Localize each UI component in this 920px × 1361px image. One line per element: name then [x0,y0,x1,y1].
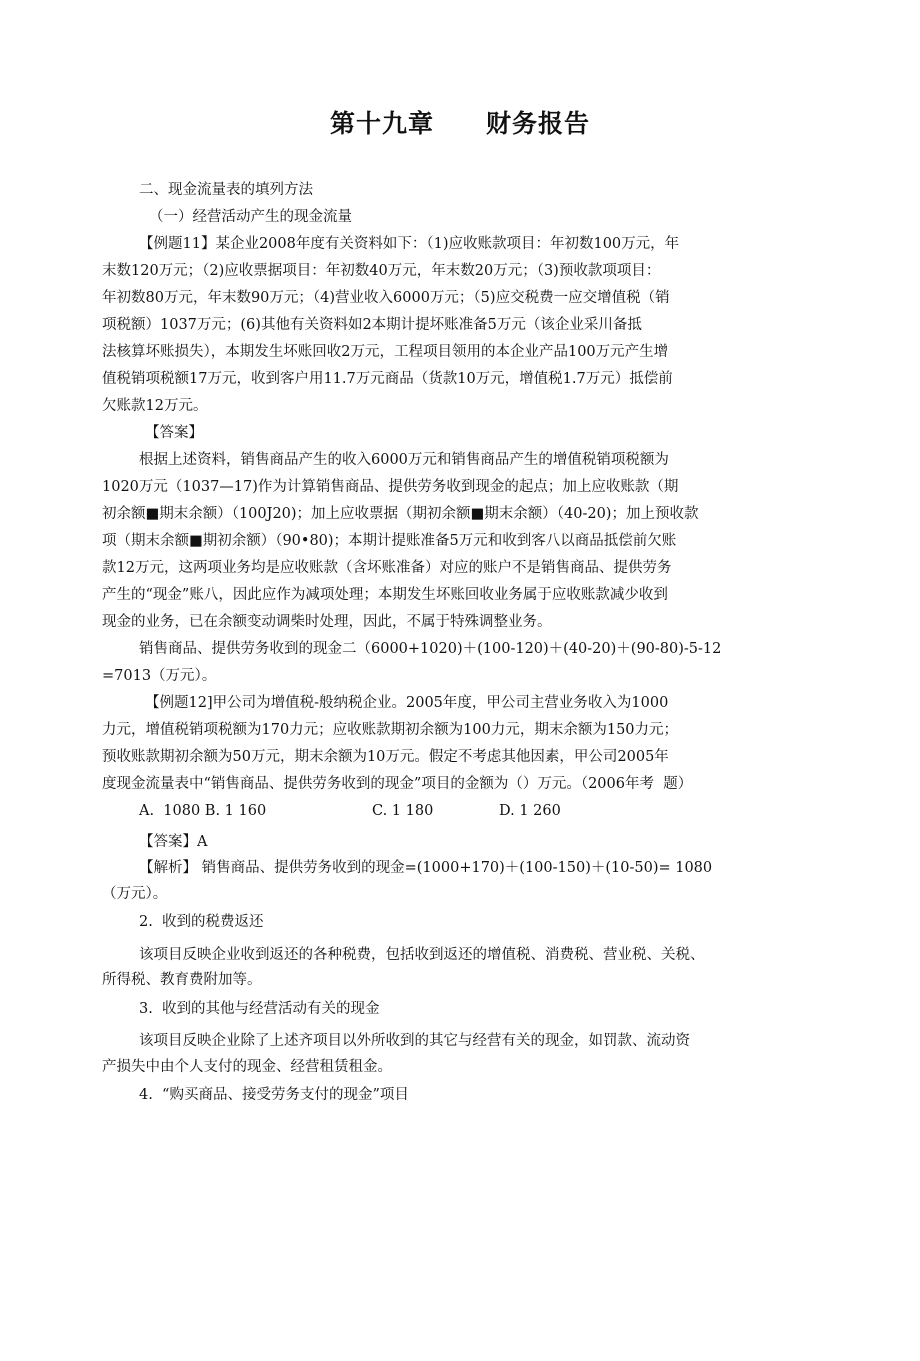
chapter-title: 第十九章 财务报告 [329,109,590,138]
item-3-heading: 3. 收到的其他与经营活动有关的现金 [139,1001,380,1017]
answer-text-line: 根据上述资料，销售商品产生的收入6000万元和销售商品产生的增值税销项税额为 [139,452,669,468]
example-11-line: 末数120万元；（2)应收票据项目：年初数40万元，年末数20万元；（3)预收款项项目： [102,263,661,279]
example-12-line: 度现金流量表中“销售商品、提供劳务收到的现金”项目的金额为（）万元。（2006年考 题） [102,776,693,792]
example-11-line: 法核算坏账损失），本期发生坏账回收2万元，工程项目领用的本企业产品100万元产生增 [102,344,669,360]
answer-text-line: 产生的“现金”账八，因此应作为减项处理；本期发生坏账回收业务属于应收账款减少收到 [102,587,668,603]
answer-text-line: 现金的业务，已在余额变动调柴时处理，因此，不属于特殊调整业务。 [102,614,552,630]
item-3-text-line: 产损失中由个人支付的现金、经营租赁租金。 [102,1059,392,1075]
example-12-line: 力元，增值税销项税额为170力元；应收账款期初余额为100力元，期末余额为150力元； [102,722,679,738]
formula-line: 销售商品、提供劳务收到的现金二（6000+1020)＋(100-120)＋(40-20)＋(90-80)-5-12 [139,641,722,657]
formula-line: =7013（万元）。 [102,668,217,684]
item-2-heading: 2. 收到的税费返还 [139,914,264,930]
analysis-line: 【解析】 销售商品、提供劳务收到的现金=(1000+170)＋(100-150)＋(10-50)= 1080 [139,860,713,876]
analysis-line: （万元）。 [102,886,168,902]
option-a-b: A. 1080 B. 1 160 [139,803,267,819]
answer-12-label: 【答案】A [139,834,208,850]
option-c: C. 1 180 [372,803,434,819]
subsection-heading: （一）经营活动产生的现金流量 [149,209,352,225]
item-4-heading: 4. “购买商品、接受劳务支付的现金”项目 [139,1087,409,1103]
option-d: D. 1 260 [499,803,561,819]
answer-label: 【答案】 [145,425,203,441]
answer-text-line: 款12万元，这两项业务均是应收账款（含坏账准备）对应的账户不是销售商品、提供劳务 [102,560,672,576]
example-11-line: 【例题11】某企业2008年度有关资料如下：（1)应收账款项目：年初数100万元，年 [139,236,680,252]
section-heading: 二、现金流量表的填列方法 [139,182,313,198]
item-3-text-line: 该项目反映企业除了上述齐项目以外所收到的其它与经营有关的现金，如罚款、流动资 [139,1033,690,1049]
example-11-line: 年初数80万元，年末数90万元；（4)营业收入6000万元；（5)应交税费一应交增值税（销 [102,290,670,306]
example-11-line: 值税销项税额17万元，收到客户用11.7万元商品（货款10万元，增值税1.7万元）抵偿前 [102,371,673,387]
example-12-line: 预收账款期初余额为50万元，期末余额为10万元。假定不考虑其他因素，甲公司2005年 [102,749,669,765]
item-2-text-line: 该项目反映企业收到返还的各种税费，包括收到返还的增值税、消费税、营业税、关税、 [139,947,705,963]
answer-text-line: 项（期末余额■期初余额）（90•80)；本期计提账准备5万元和收到客八以商品抵偿前欠账 [102,533,677,549]
item-2-text-line: 所得税、教育费附加等。 [102,972,262,988]
example-11-line: 欠账款12万元。 [102,398,208,414]
example-11-line: 项税额）1037万元；(6)其他有关资料如2本期计提坏账准备5万元（该企业采川备抵 [102,317,642,333]
example-12-line: 【例题12]甲公司为增值税-般纳税企业。2005年度，甲公司主营业务收入为1000 [145,695,669,711]
answer-text-line: 初余额■期末余额）（100J20)；加上应收票据（期初余额■期末余额）（40-20)；加上预收款 [102,506,699,522]
answer-text-line: 1020万元（1037—17)作为计算销售商品、提供劳务收到现金的起点；加上应收账款（期 [102,479,679,495]
